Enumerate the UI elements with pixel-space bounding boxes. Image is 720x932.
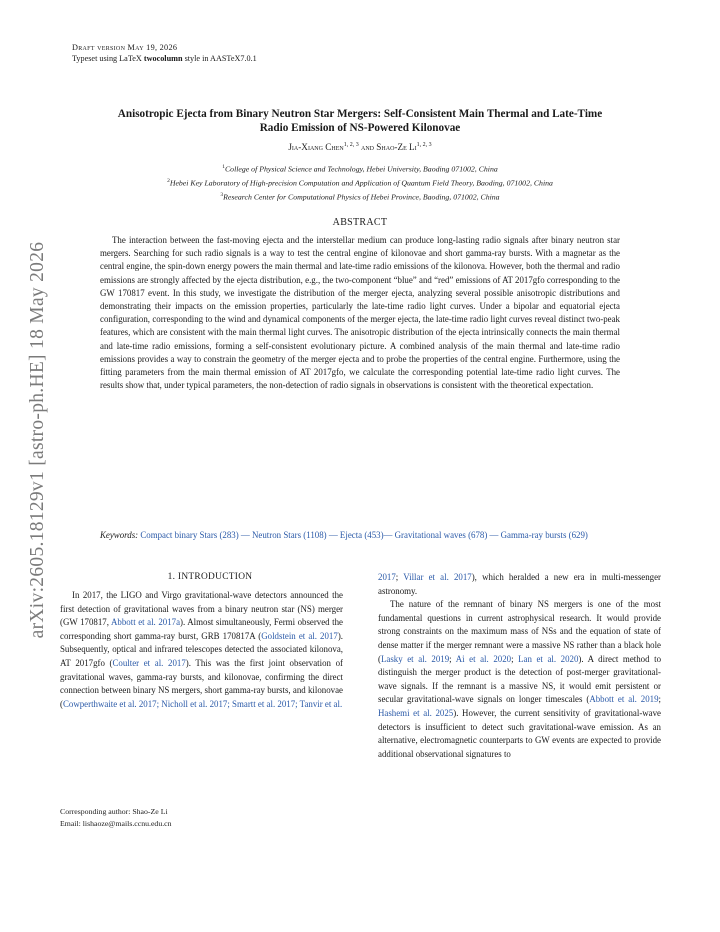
paragraph: The nature of the remnant of binary NS mergers is one of the most fundamental questions in current astrophysical research. It would provide strong constraints on the maximum mass of NSs and the equation of state of dense matter if the merger remnant were a massive NS rather than a black hole (Lasky et al. 2019; Ai et al. 2020; Lan et al. 2020). A direct method to distinguish the merger product is the detection of post-merger gravitational-wave signals. If the remnant is a massive NS, it would emit persistent or secular gravitational-wave signals on longer timescales (Abbott et al. 2019; Hashemi et al. 2025). However, the current sensitivity of gravitational-wave detectors is insufficient to detect such gravitational-wave emission. As an alternative, electromagnetic counterparts to GW events are expected to provide additional observational signatures to (378, 599, 662, 759)
citation-link[interactable]: Hashemi et al. 2025 (378, 707, 454, 718)
corresponding-author: Corresponding author: Shao-Ze Li (60, 807, 168, 816)
left-column-text: In 2017, the LIGO and Virgo gravitational-wave detectors announced the first detection of gravitational waves from a binary neutron star (NS) merger (GW 170817, Abbott et al. 2017a). Almost simultaneously, Fermi observed the corresponding short gamma-ray burst, GRB 170817A (Goldstein et al. 2017). Subsequently, optical and infrared telescopes detected the associated kilonova, AT 2017gfo (Coulter et al. 2017). This was the first joint observation of gravitational waves, gamma-ray bursts, and kilonovae, confirming the direct connection between binary NS mergers, short gamma-ray bursts, and kilonovae (Cowperthwaite et al. 2017; Nicholl et al. 2017; Smartt et al. 2017; Tanvir et al. (60, 590, 343, 709)
footnote (60, 806, 172, 829)
draft-header (72, 42, 257, 64)
typeset-line: Typeset using LaTeX twocolumn style in AASTeX7.0.1 (72, 54, 257, 63)
citation-link[interactable]: Abbott et al. 2017a (111, 617, 181, 628)
author-list: Jia-Xiang Chen$^{1, 2, 3}$ and Shao-Ze Li$^{1, 2, 3}$ (288, 142, 432, 153)
citation-link[interactable]: Villar et al. 2017 (403, 572, 472, 582)
author-name: Jia-Xiang Chen (288, 142, 344, 153)
keywords (100, 529, 677, 543)
section-heading: 1. INTRODUCTION (167, 572, 253, 582)
abstract-text: The interaction between the fast-moving ejecta and the interstellar medium can produce long-lasting radio signals after binary neutron star mergers. Searching for such radio signals is a way to test the central engine of kilonovae and short gamma-ray bursts. With a magnetar as the central engine, the spin-down energy powers the main thermal and late-time radio emissions of the kilonova. However, both the thermal and radio emissions are strongly affected by the ejecta distribution, e.g., the two-component “blue” and “red” emissions of AT 2017gfo corresponding to the GW 170817 event. In this study, we investigate the distribution of the merger ejecta, analyzing several possible anisotropic distributions and demonstrating their impacts on the emission properties, particularly the late-time radio light curves. Under a bipolar and equatorial ejecta configuration, corresponding to the wind and dynamical components of the merger ejecta, the late-time radio light curves reveal distinct two-peak features, which are consistent with the main thermal light curves. The anisotropic distribution of the ejecta intrinsically connects the main thermal and late-time radio emissions, forming a self-consistent evolutionary picture. A combined analysis of the main thermal and late-time radio emissions provides a way to constrain the geometry of the merger ejecta and to probe the properties of the central engine. Furthermore, using the fitting parameters from the main thermal emission of AT 2017gfo, we calculate the corresponding potential late-time radio light curves. The results show that, under typical parameters, the non-detection of radio signals in observations is consistent with the theoretical expectation. (100, 235, 620, 391)
abstract-heading: ABSTRACT (332, 217, 388, 228)
citation-link[interactable]: Lasky et al. 2019 (380, 653, 450, 664)
citation-link[interactable]: Coulter et al. 2017 (112, 657, 186, 668)
citation-link[interactable]: Lan et al. 2020 (518, 653, 579, 664)
paragraph: 2017; Villar et al. 2017), which heralded a new era in multi-messenger astronomy. (378, 572, 661, 596)
citation-link[interactable]: Ai et al. 2020 (455, 653, 512, 664)
draft-version: Draft version May 19, 2026 (72, 43, 178, 52)
affiliation: $^2$Hebei Key Laboratory of High-precision Computation and Application of Quantum Field Theory, Baoding, 071002, China (167, 178, 553, 188)
right-column-text (378, 571, 661, 761)
affiliation: $^3$Research Center for Computational Physics of Hebei Province, Baoding, 071002, China (220, 192, 500, 202)
keywords-link[interactable]: (678) — Gamma-ray bursts (629) (468, 530, 588, 540)
citation-link[interactable]: 2017 (378, 572, 396, 582)
citation-link[interactable]: Goldstein et al. 2017 (261, 630, 338, 641)
author-email[interactable]: Email: lishaoze@mails.ccnu.edu.cn (60, 818, 172, 828)
keywords-label: Keywords: (100, 530, 139, 540)
keywords-link[interactable]: Compact binary Stars (283) — Neutron Stars (1108) — Ejecta (453)— Gravitational waves (140, 530, 466, 540)
author-name: Shao-Ze Li (376, 142, 417, 153)
citation-link[interactable]: Abbott et al. 2019 (589, 694, 659, 705)
citation-link[interactable]: Cowperthwaite et al. 2017; Nicholl et al. 2017; Smartt et al. 2017; Tanvir et al. (62, 698, 343, 709)
arxiv-stamp (18, 230, 58, 650)
affiliation: $^1$College of Physical Science and Technology, Hebei University, Baoding 071002, China (222, 164, 498, 174)
paper-title: Anisotropic Ejecta from Binary Neutron Star Mergers: Self-Consistent Main Thermal and Late-Time Radio Emission of NS-Powered Kilonovae (117, 108, 603, 134)
arxiv-id: arXiv:2605.18129v1 [astro-ph.HE] 18 May 2026 (27, 241, 48, 639)
